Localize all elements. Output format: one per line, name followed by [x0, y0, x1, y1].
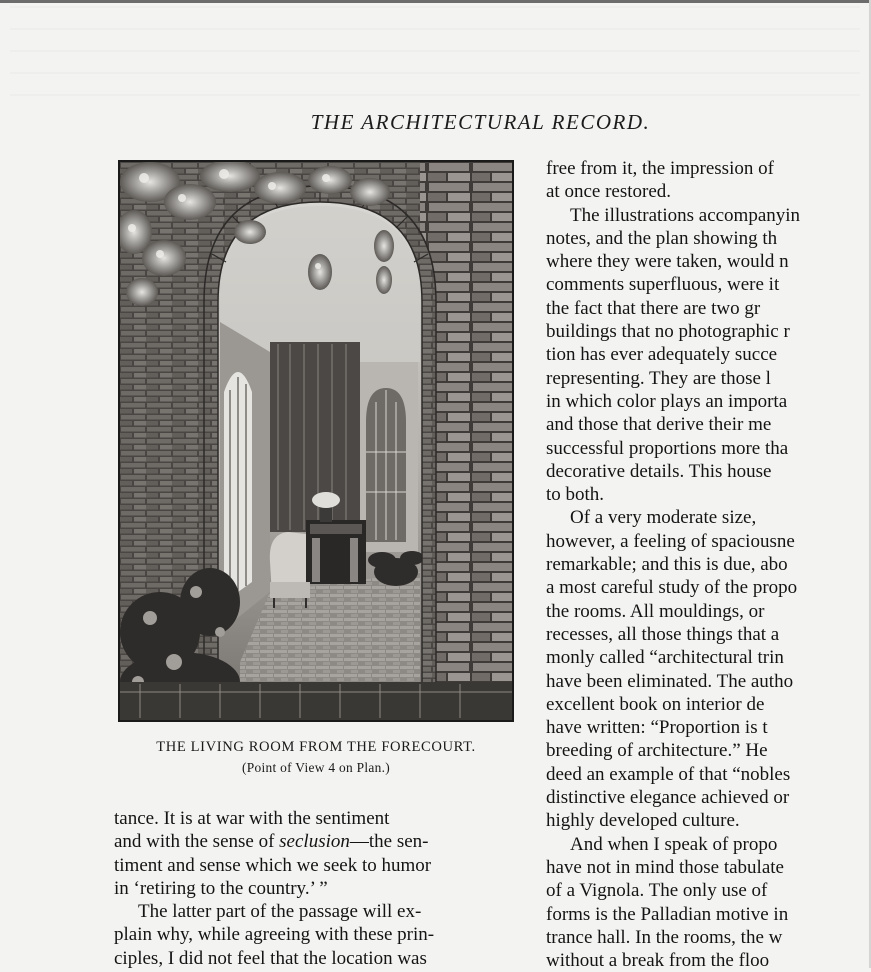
text-line: The latter part of the passage will ex-: [138, 901, 422, 923]
text-line: at once restored.: [546, 181, 672, 203]
text-line: where they were taken, would n: [546, 251, 789, 273]
text-line: notes, and the plan showing th: [546, 227, 778, 249]
text-line: comments superfluous, were it: [546, 274, 780, 296]
show-through-texture: [10, 6, 860, 106]
text-line: in which color plays an importa: [546, 390, 788, 412]
text-line: timent and sense which we seek to humor: [114, 854, 432, 876]
text-line: monly called “architectural trin: [546, 647, 784, 669]
figure-subcaption: (Point of View 4 on Plan.): [241, 760, 391, 775]
text-line: in ‘retiring to the country.’ ”: [114, 877, 328, 899]
text-line: of a Vignola. The only use of: [546, 880, 768, 902]
left-text-column: [114, 807, 522, 970]
text-line: forms is the Palladian motive in: [546, 903, 789, 925]
text-line: highly developed culture.: [546, 810, 740, 832]
text-line: tance. It is at war with the sentiment: [114, 808, 390, 829]
text-line: to both.: [546, 484, 605, 506]
text-line: buildings that no photographic r: [546, 321, 790, 343]
text-line: tion has ever adequately succe: [546, 344, 778, 366]
text-line: And when I speak of propo: [570, 833, 778, 855]
text-line: breeding of architecture.” He: [546, 740, 768, 762]
running-head: THE ARCHITECTURAL RECORD.: [310, 110, 651, 134]
text-line: and with the sense of seclusion—the sen-: [114, 831, 429, 853]
text-line: free from it, the impression of: [546, 158, 774, 179]
text-line: representing. They are those l: [546, 367, 771, 389]
text-line: ciples, I did not feel that the location was: [114, 947, 427, 969]
text-line: have not in mind those tabulate: [546, 856, 784, 878]
text-line: however, a feeling of spaciousne: [546, 530, 795, 552]
text-line: and those that derive their me: [546, 414, 772, 436]
text-line: distinctive elegance achieved or: [546, 787, 790, 809]
text-line: deed an example of that “nobles: [546, 763, 791, 785]
text-line: plain why, while agreeing with these prin-: [114, 924, 435, 946]
text-line: a most careful study of the propo: [546, 577, 798, 599]
text-line: trance hall. In the rooms, the w: [546, 926, 783, 948]
text-line: have been eliminated. The autho: [546, 670, 794, 692]
text-line: remarkable; and this is due, abo: [546, 554, 788, 576]
text-line: successful proportions more tha: [546, 437, 789, 459]
text-line: have written: “Proportion is t: [546, 717, 768, 739]
text-line: excellent book on interior de: [546, 693, 765, 715]
text-line: decorative details. This house: [546, 460, 772, 482]
text-line: without a break from the floo: [546, 950, 770, 972]
living-room-photograph: [118, 160, 514, 722]
text-line: the fact that there are two gr: [546, 297, 761, 319]
text-line: recesses, all those things that a: [546, 623, 780, 645]
right-text-column: [546, 157, 871, 972]
top-page-edge: [0, 0, 871, 3]
text-line: The illustrations accompanyin: [570, 204, 801, 226]
text-line: the rooms. All mouldings, or: [546, 600, 765, 622]
figure-caption: THE LIVING ROOM FROM THE FORECOURT.: [156, 739, 476, 755]
text-line: Of a very moderate size,: [570, 507, 757, 529]
